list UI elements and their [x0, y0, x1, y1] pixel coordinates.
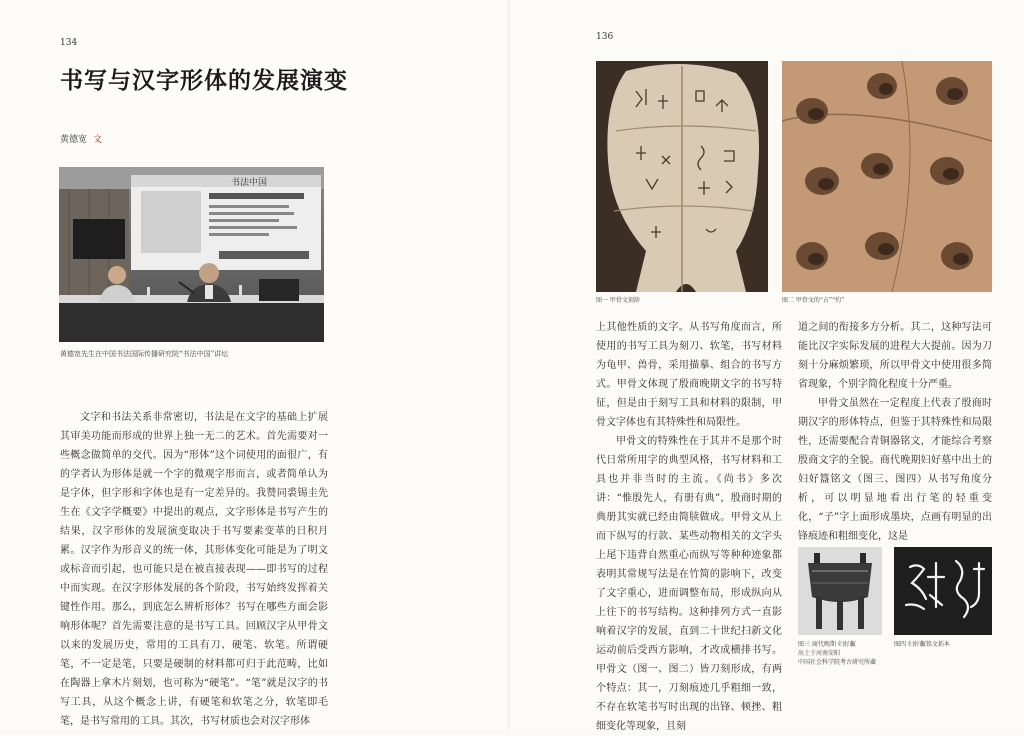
author-line [60, 132, 102, 145]
column-2-paragraph-2: 甲骨文虽然在一定程度上代表了殷商时期汉字的形体特点，但鉴于其特殊性和局限性，还需要配合青铜器铭文，才能综合考察殷商文字的全貌。商代晚期妇好墓中出土的妇好簋铭文（图三、图四）从书写角度分析，可以明显地看出行笔的轻重变化，“子”字上面形成墨块，点画有明显的出锋痕迹和粗细变化，这是 [798, 398, 992, 542]
drilled-pits-image [782, 61, 992, 292]
author-name: 黄德宽 [60, 135, 88, 145]
oracle-bone-image [596, 61, 768, 292]
figure-3-caption-line: 出土于河南安阳 [798, 650, 841, 657]
page-number: 136 [596, 32, 614, 42]
page-number: 134 [60, 38, 78, 48]
article-title: 书写与汉字形体的发展演变 [60, 67, 348, 94]
left-page [0, 0, 510, 730]
author-suffix: 文 [93, 135, 103, 145]
right-page [510, 0, 1024, 730]
article-column-1 [596, 318, 782, 736]
column-1-paragraph-1: 上其他性质的文字。从书写角度而言，所使用的书写工具为刻刀、软笔，书写材料为龟甲、兽骨，采用描摹、组合的书写方式。甲骨文体现了殷商晚期文字的书写特征，但是由于刻写工具和材料的限制，甲骨文字体也有其特殊性和局限性。 [596, 322, 782, 428]
figure-3-caption-line: 中国社会科学院考古研究所藏 [798, 659, 877, 666]
figure-4-inscription-rubbing [894, 547, 992, 635]
figure-3-caption-line: 图三 商代晚期 妇好甗 [798, 641, 856, 648]
column-1-paragraph-2: 甲骨文的特殊性在于其并不是那个时代日常所用字的典型风格，书写材料和工具也并非当时的主流。《尚书》多次讲：“惟殷先人，有册有典”，殷商时期的典册其实就已经由简牍做成。甲骨文从上而下纵写的行款、某些动物相关的文字头上尾下违背自然重心而纵写等种种迹象都表明其常规写法是在竹简的影响下，改变了文字重心，进而调整布局，形成纵向从上往下的书写结构。这种排列方式一直影响着汉字的发展，直到二十世纪扫新文化运动前后受西方影响，才改成横排书写。甲骨文（图一、图二）皆刀刻形成，有两个特点：其一，刀刻痕迹几乎粗细一致，不存在软笔书写时出现的出锋、顿挫、粗细变化等现象，且刻 [596, 436, 782, 732]
inscription-rubbing-image [894, 547, 992, 635]
figure-2-caption: 图二 甲骨文的“占”“灼” [782, 297, 845, 304]
column-2-paragraph-1: 道之间的衔接多方分析。其二，这种写法可能比汉字实际发展的进程大大提前。因为刀刻十分麻烦繁琐，所以甲骨文中使用很多简省现象，个别字简化程度十分严重。 [798, 322, 992, 390]
lecture-photo-drawing [59, 167, 324, 342]
figure-1-caption: 图一 甲骨文刻辞 [596, 297, 640, 304]
lecture-photo [59, 167, 324, 342]
body-paragraph: 文字和书法关系非常密切，书法是在文字的基础上扩展其审美功能而形成的世界上独一无二的艺术。首先需要对一些概念做简单的交代。因为“形体”这个词使用的面很广，有的学者认为形体是就一个字的微观字形而言，或者简单认为是字体，但字形和字体也是有一定差异的。我赞同裘锡圭先生在《文字学概要》中提出的观点，文字形体是书写产生的结果，汉字形体的发展演变取决于书写要素变革的日积月累。汉字作为形音义的统一体，其形体变化可能是为了明文或标音而引起，也可能只是在被直接表现——即书写的过程中而实现。在汉字形体发展的各个阶段，书写始终发挥着关键性作用。那么，到底怎么辨析形体？书写在哪些方面会影响形体呢？首先需要注意的是书写工具。回顾汉字从甲骨文以来的发展历史，常用的工具有刀、硬笔、软笔。所谓硬笔，不一定是笔，只要是硬制的材料都可归于此范畴，比如在陶器上拿木片刻划，也可称为“硬笔”。“笔”就是汉字的书写工具，从这个概念上讲，有硬笔和软笔之分，软笔即毛笔，是书写常用的工具。其次，书写材质也会对汉字形体 [60, 412, 328, 727]
figure-4-caption: 图四 妇好甗铭文拓本 [894, 641, 950, 648]
photo-banner: 书法中国 [231, 178, 268, 188]
figure-2-drilled-pits [782, 61, 992, 292]
bronze-vessel-image [798, 547, 882, 635]
photo-caption: 黄德宽先生在中国书法国际传播研究院“书法中国”讲坛 [60, 350, 229, 358]
article-column-2 [798, 318, 992, 546]
figure-3-bronze-vessel [798, 547, 882, 635]
article-body-left [60, 408, 328, 731]
figure-1-oracle-bone [596, 61, 768, 292]
figure-3-caption [798, 640, 876, 667]
